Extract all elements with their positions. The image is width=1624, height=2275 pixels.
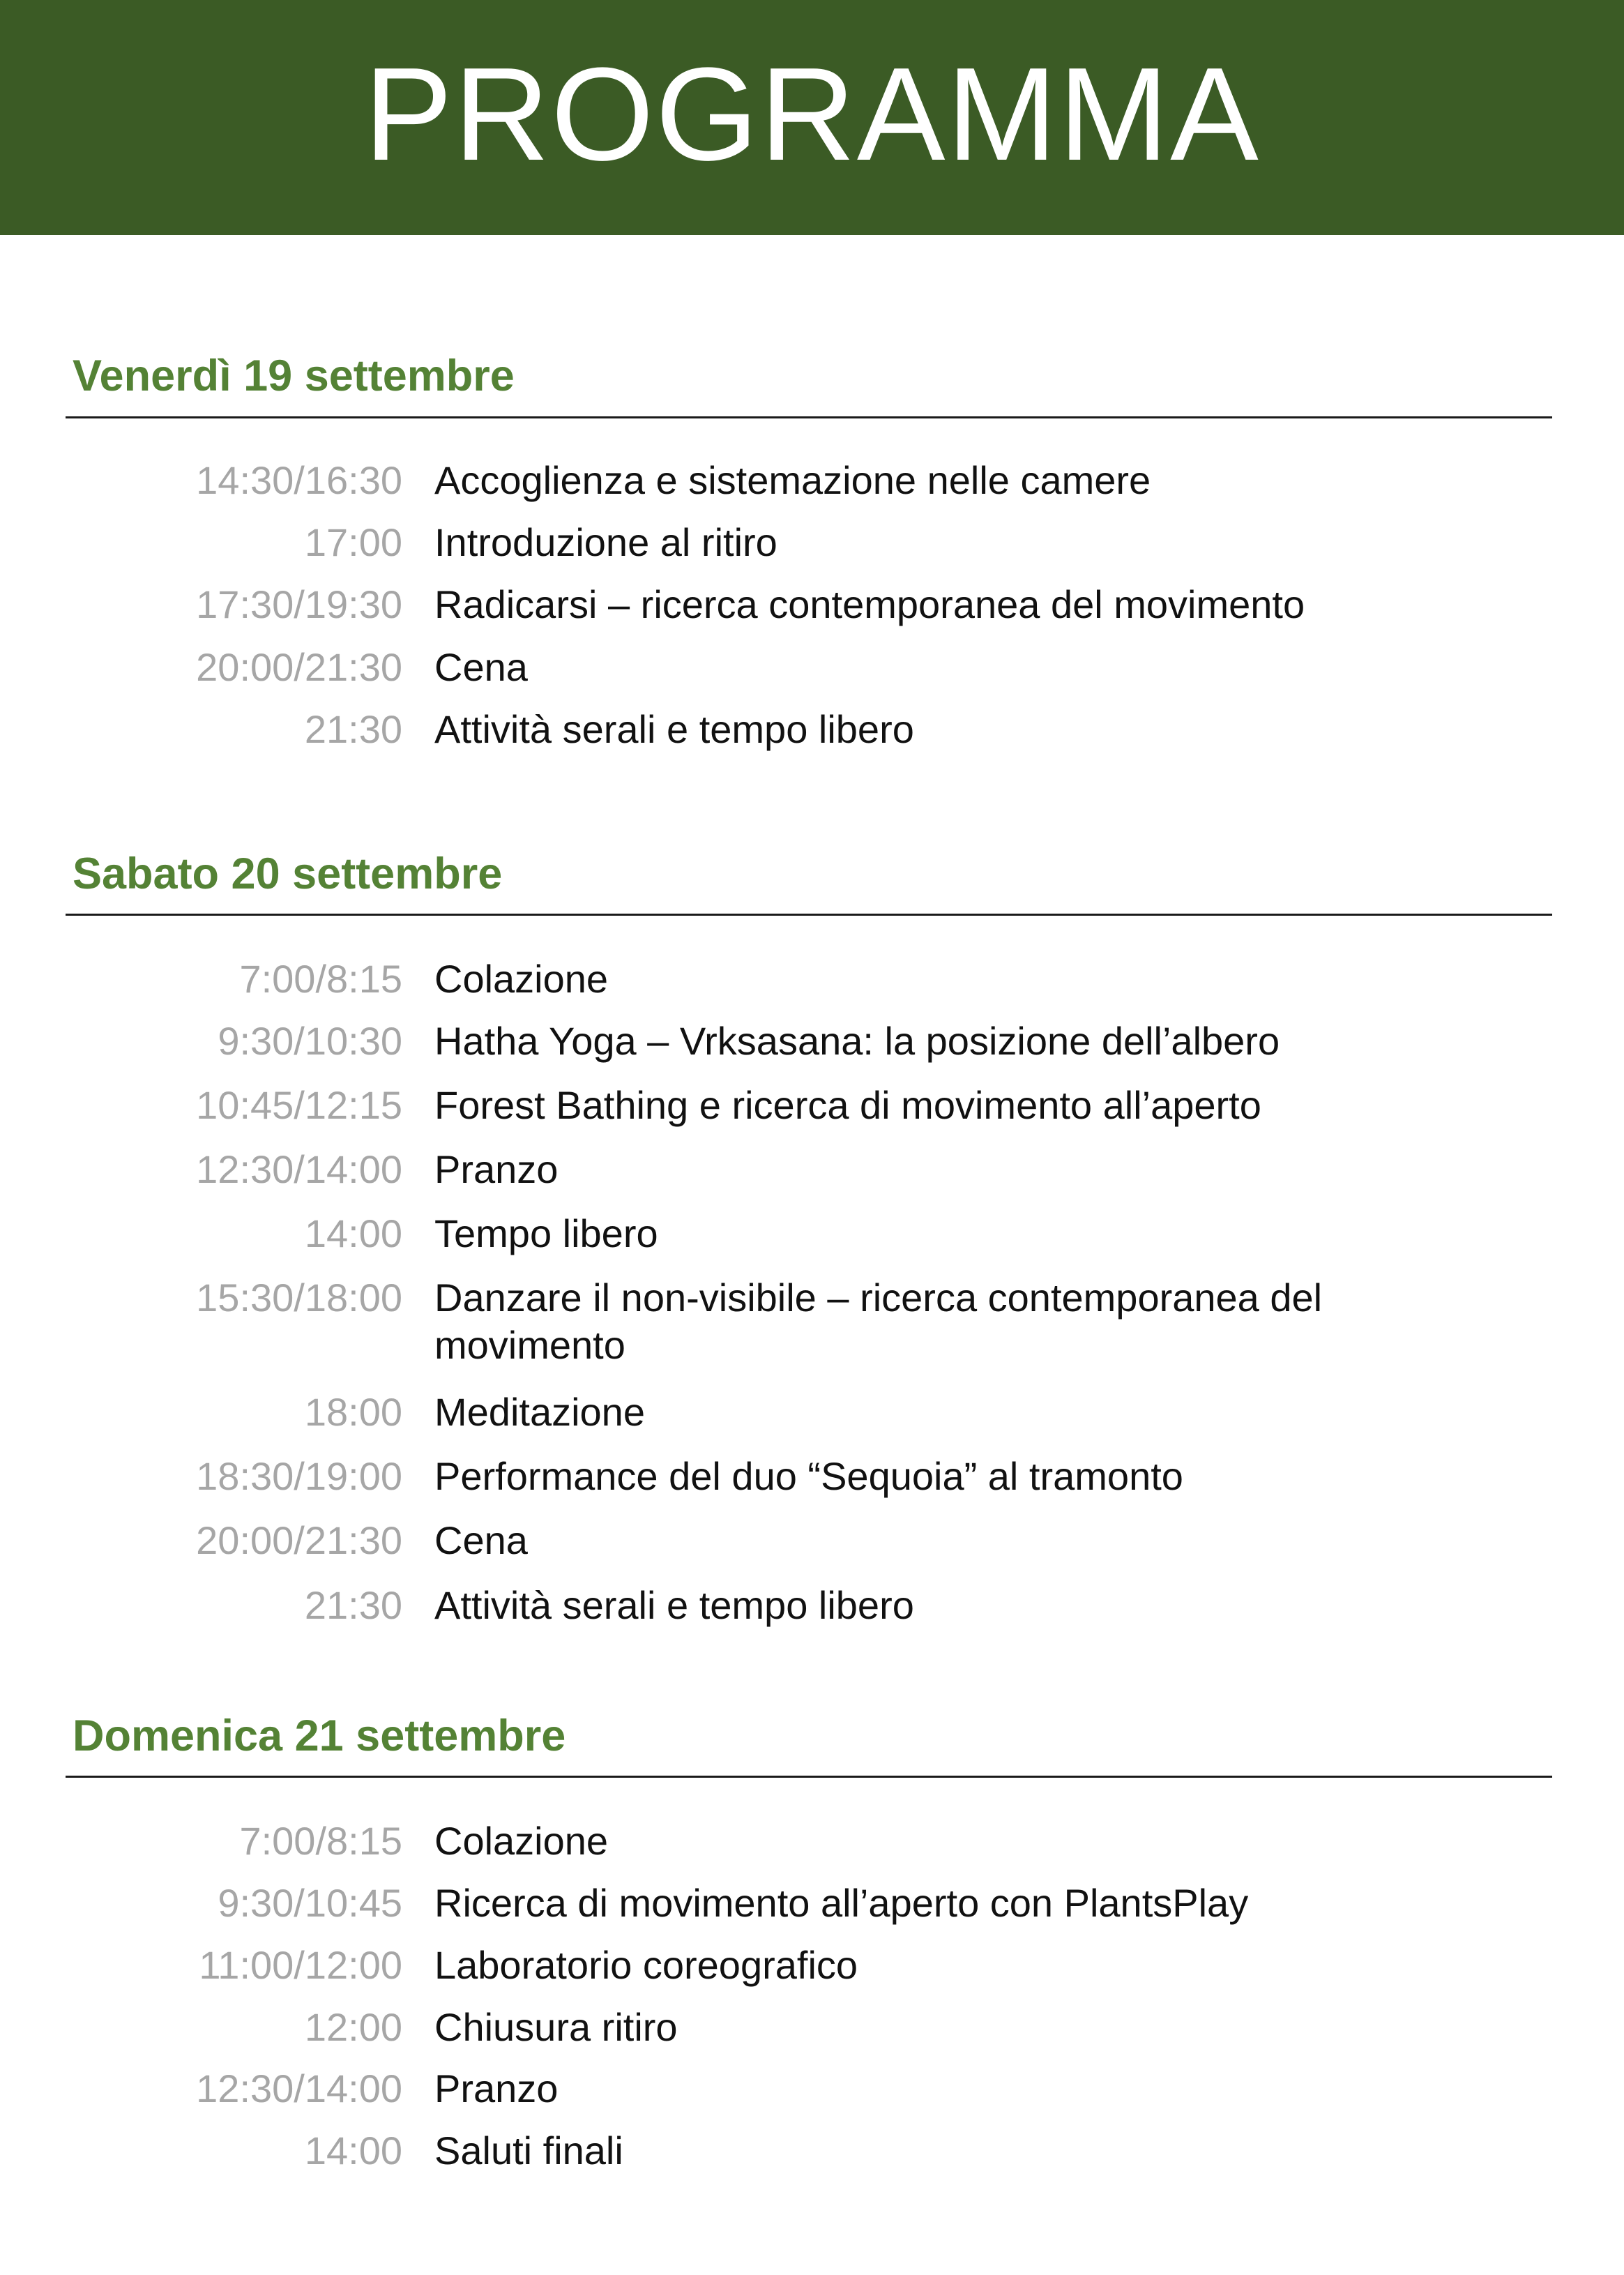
schedule-time: 17:30/19:30 <box>196 582 402 626</box>
schedule-activity: Meditazione <box>434 1390 645 1434</box>
page-title: PROGRAMMA <box>364 40 1260 188</box>
schedule-activity: Attività serali e tempo libero <box>434 707 914 751</box>
day-divider <box>66 1776 1552 1778</box>
schedule-activity: Introduzione al ritiro <box>434 520 777 564</box>
schedule-time: 7:00/8:15 <box>239 1819 402 1863</box>
day-title-sunday: Domenica 21 settembre <box>73 1711 566 1760</box>
day-title-saturday: Sabato 20 settembre <box>73 849 503 898</box>
schedule-time: 20:00/21:30 <box>196 645 402 689</box>
schedule-activity: Hatha Yoga – Vrksasana: la posizione dell’albero <box>434 1019 1280 1063</box>
schedule-activity: Colazione <box>434 1819 609 1863</box>
schedule-time: 9:30/10:45 <box>218 1881 402 1925</box>
schedule-time: 9:30/10:30 <box>218 1019 402 1063</box>
schedule-time: 15:30/18:00 <box>196 1276 402 1320</box>
schedule-activity: Saluti finali <box>434 2129 623 2172</box>
schedule-activity: Radicarsi – ricerca contemporanea del movimento <box>434 582 1305 626</box>
schedule-time: 21:30 <box>304 707 402 751</box>
schedule-activity: Laboratorio coreografico <box>434 1943 858 1987</box>
schedule-activity: Attività serali e tempo libero <box>434 1583 914 1627</box>
schedule-time: 21:30 <box>304 1583 402 1627</box>
schedule-time: 20:00/21:30 <box>196 1518 402 1562</box>
schedule-time: 14:00 <box>304 2129 402 2172</box>
schedule-time: 11:00/12:00 <box>199 1943 402 1987</box>
schedule-activity: Cena <box>434 1518 528 1562</box>
schedule-activity: Pranzo <box>434 2066 559 2110</box>
schedule-time: 14:30/16:30 <box>196 458 402 502</box>
schedule-time: 14:00 <box>304 1211 402 1255</box>
schedule-activity: Tempo libero <box>434 1211 658 1255</box>
schedule-time: 18:00 <box>304 1390 402 1434</box>
page-header <box>0 0 1624 235</box>
schedule-activity: Accoglienza e sistemazione nelle camere <box>434 458 1151 502</box>
schedule-time: 12:30/14:00 <box>196 1147 402 1191</box>
schedule-activity: Chiusura ritiro <box>434 2005 678 2049</box>
schedule-activity: Performance del duo “Sequoia” al tramonto <box>434 1454 1183 1498</box>
schedule-time: 17:00 <box>304 520 402 564</box>
day-title-friday: Venerdì 19 settembre <box>73 352 515 400</box>
schedule-time: 12:30/14:00 <box>196 2066 402 2110</box>
schedule-time: 12:00 <box>304 2005 402 2049</box>
schedule-activity: Pranzo <box>434 1147 559 1191</box>
schedule-time: 10:45/12:15 <box>196 1083 402 1127</box>
schedule-activity: Cena <box>434 645 528 689</box>
schedule-time: 18:30/19:00 <box>196 1454 402 1498</box>
schedule-time: 7:00/8:15 <box>239 957 402 1001</box>
day-divider <box>66 416 1552 418</box>
day-divider <box>66 914 1552 916</box>
schedule-activity: Forest Bathing e ricerca di movimento all’aperto <box>434 1083 1261 1127</box>
schedule-activity: Colazione <box>434 957 609 1001</box>
schedule-activity: Ricerca di movimento all’aperto con PlantsPlay <box>434 1881 1249 1925</box>
schedule-activity: Danzare il non-visibile – ricerca contemporanea del movimento <box>434 1276 1323 1367</box>
